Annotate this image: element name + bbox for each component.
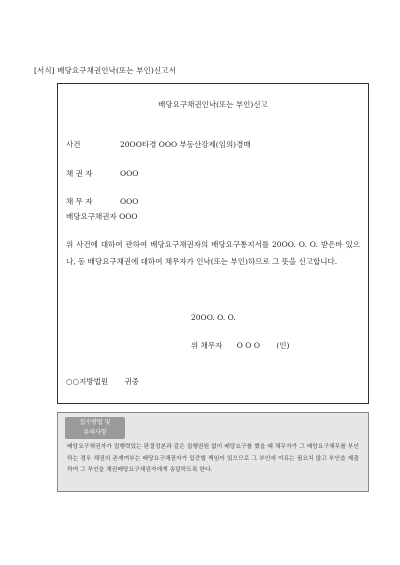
- form-box: [57, 83, 369, 404]
- case-label: 사건: [66, 140, 81, 149]
- date: 20OO. O. O.: [191, 313, 236, 322]
- debtor-row: [66, 196, 138, 207]
- signer-name: O O O: [236, 341, 260, 350]
- notice-tab-line1: 접수방법 및: [79, 419, 111, 426]
- form-title: 배당요구채권인낙(또는 부인)신고: [158, 100, 268, 109]
- court-name: ○○지방법원: [66, 377, 109, 386]
- debtor-value: OOO: [120, 197, 139, 206]
- notice-tab-line2: 유의사항: [83, 429, 107, 436]
- court-suffix: 귀중: [124, 377, 139, 386]
- case-row: [66, 139, 251, 150]
- claimant-row: [66, 211, 138, 222]
- notice-tab: [65, 417, 125, 439]
- form-label: [서식] 배당요구채권인낙(또는 부인)신고서: [34, 66, 176, 75]
- debtor-label: 채 무 자: [66, 197, 93, 206]
- court-row: [66, 376, 139, 387]
- signer-row: [191, 340, 289, 351]
- case-value: 20OO타경 OOO 부동산강제(임의)경매: [120, 140, 251, 149]
- seal-mark: (인): [276, 341, 290, 350]
- signer-label: 위 채무자: [191, 341, 223, 350]
- claimant-value: OOO: [119, 212, 138, 221]
- body-paragraph: 위 사건에 대하여 관하여 배당요구채권자의 배당요구통지서를 20OO. O. O. 받은바 있으나, 동 배당요구채권에 대하여 채무자가 인낙(또는 부인)하므로 그 뜻을 신고합니다.: [66, 240, 360, 266]
- claimant-label: 배당요구채권자: [66, 212, 117, 221]
- creditor-label: 채 권 자: [66, 169, 93, 178]
- notice-text: 배당요구채권자가 집행력있는 판결정본과 같은 집행권원 없이 배당요구를 했을 때 채무자가 그 배당요구채무를 부인하는 경우 채권의 존재여부는 배당요구채권자가 입증할 책임이 있으므로 그 부인에 이유는 필요치 않고 부인을 제출하여 그 부인을 채권배당요구채권자에게 송달하도록 한다.: [67, 444, 359, 473]
- creditor-value: OOO: [120, 169, 139, 178]
- notice-box: [57, 412, 369, 492]
- creditor-row: [66, 168, 138, 179]
